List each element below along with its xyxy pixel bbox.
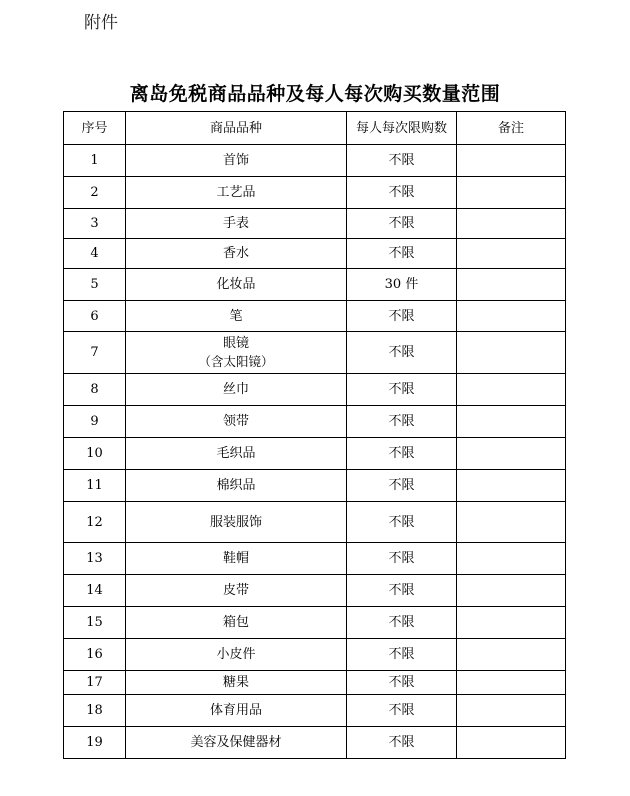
cell-category bbox=[126, 639, 347, 671]
cell-index: 15 bbox=[64, 607, 126, 639]
cell-limit: 30 件 bbox=[347, 269, 457, 301]
table-body bbox=[64, 145, 566, 759]
cell-category bbox=[126, 269, 347, 301]
category-name: 毛织品 bbox=[216, 446, 256, 461]
cell-remark bbox=[457, 332, 566, 374]
cell-category bbox=[126, 145, 347, 177]
table-row bbox=[64, 671, 566, 695]
cell-category bbox=[126, 695, 347, 727]
table-row bbox=[64, 239, 566, 269]
category-name: 皮带 bbox=[222, 583, 249, 598]
cell-limit: 不限 bbox=[347, 301, 457, 332]
table-row bbox=[64, 607, 566, 639]
category-name: 箱包 bbox=[222, 615, 249, 630]
cell-index: 1 bbox=[64, 145, 126, 177]
table-row bbox=[64, 502, 566, 543]
cell-category bbox=[126, 209, 347, 239]
category-name: 笔 bbox=[229, 308, 243, 324]
category-name: 体育用品 bbox=[209, 703, 262, 718]
category-name: 小皮件 bbox=[216, 647, 256, 662]
table-row bbox=[64, 406, 566, 438]
cell-category bbox=[126, 438, 347, 470]
cell-remark bbox=[457, 470, 566, 502]
category-name: 美容及保健器材 bbox=[190, 735, 282, 750]
cell-index: 10 bbox=[64, 438, 126, 470]
category-name: 眼镜 bbox=[222, 336, 249, 351]
attachment-label: 附件 bbox=[84, 13, 118, 33]
cell-category bbox=[126, 332, 347, 374]
category-name: 鞋帽 bbox=[222, 551, 249, 566]
table-row bbox=[64, 575, 566, 607]
cell-limit: 不限 bbox=[347, 502, 457, 543]
table-row bbox=[64, 374, 566, 406]
cell-limit: 不限 bbox=[347, 671, 457, 695]
table-row bbox=[64, 269, 566, 301]
cell-index: 12 bbox=[64, 502, 126, 543]
cell-limit: 不限 bbox=[347, 543, 457, 575]
table-row bbox=[64, 438, 566, 470]
cell-remark bbox=[457, 269, 566, 301]
cell-category bbox=[126, 239, 347, 269]
category-name: 丝巾 bbox=[222, 382, 249, 397]
table-row bbox=[64, 177, 566, 209]
header-category: 商品品种 bbox=[126, 112, 347, 145]
cell-limit: 不限 bbox=[347, 438, 457, 470]
cell-limit: 不限 bbox=[347, 177, 457, 209]
cell-remark bbox=[457, 607, 566, 639]
cell-remark bbox=[457, 239, 566, 269]
cell-index: 6 bbox=[64, 301, 126, 332]
cell-category bbox=[126, 575, 347, 607]
category-name: 首饰 bbox=[222, 153, 249, 168]
cell-category bbox=[126, 671, 347, 695]
header-remark: 备注 bbox=[457, 112, 566, 145]
cell-limit: 不限 bbox=[347, 332, 457, 374]
cell-index: 4 bbox=[64, 239, 126, 269]
cell-index: 9 bbox=[64, 406, 126, 438]
cell-category bbox=[126, 374, 347, 406]
cell-remark bbox=[457, 145, 566, 177]
cell-remark bbox=[457, 209, 566, 239]
cell-remark bbox=[457, 695, 566, 727]
header-index: 序号 bbox=[64, 112, 126, 145]
table-row bbox=[64, 639, 566, 671]
cell-remark bbox=[457, 502, 566, 543]
cell-index: 5 bbox=[64, 269, 126, 301]
category-name: 手表 bbox=[222, 216, 249, 231]
cell-category bbox=[126, 727, 347, 759]
table-row bbox=[64, 470, 566, 502]
cell-category bbox=[126, 177, 347, 209]
table-row bbox=[64, 695, 566, 727]
table-row bbox=[64, 301, 566, 332]
category-name: 棉织品 bbox=[216, 478, 256, 493]
category-name: 化妆品 bbox=[216, 277, 256, 292]
document-title: 离岛免税商品品种及每人每次购买数量范围 bbox=[129, 83, 501, 105]
cell-index: 18 bbox=[64, 695, 126, 727]
cell-index: 16 bbox=[64, 639, 126, 671]
cell-limit: 不限 bbox=[347, 727, 457, 759]
category-name: 糖果 bbox=[222, 675, 249, 690]
cell-category bbox=[126, 502, 347, 543]
cell-index: 2 bbox=[64, 177, 126, 209]
cell-remark bbox=[457, 543, 566, 575]
table-row bbox=[64, 727, 566, 759]
cell-remark bbox=[457, 438, 566, 470]
cell-index: 11 bbox=[64, 470, 126, 502]
cell-limit: 不限 bbox=[347, 239, 457, 269]
cell-limit: 不限 bbox=[347, 607, 457, 639]
cell-category bbox=[126, 543, 347, 575]
cell-limit: 不限 bbox=[347, 639, 457, 671]
cell-limit: 不限 bbox=[347, 470, 457, 502]
category-name: 服装服饰 bbox=[209, 514, 262, 530]
table-row bbox=[64, 209, 566, 239]
cell-remark bbox=[457, 177, 566, 209]
cell-remark bbox=[457, 406, 566, 438]
cell-remark bbox=[457, 727, 566, 759]
cell-limit: 不限 bbox=[347, 575, 457, 607]
cell-category bbox=[126, 470, 347, 502]
cell-index: 8 bbox=[64, 374, 126, 406]
table-header-row bbox=[64, 112, 566, 145]
category-name: 工艺品 bbox=[216, 185, 256, 200]
cell-limit: 不限 bbox=[347, 406, 457, 438]
table-row bbox=[64, 145, 566, 177]
header-limit: 每人每次限购数 bbox=[347, 112, 457, 145]
table-row bbox=[64, 543, 566, 575]
cell-remark bbox=[457, 301, 566, 332]
cell-index: 19 bbox=[64, 727, 126, 759]
category-name: 香水 bbox=[222, 246, 249, 261]
cell-index: 14 bbox=[64, 575, 126, 607]
cell-category bbox=[126, 607, 347, 639]
category-name: 领带 bbox=[222, 414, 249, 429]
cell-remark bbox=[457, 374, 566, 406]
cell-remark bbox=[457, 639, 566, 671]
cell-remark bbox=[457, 575, 566, 607]
category-note: （含太阳镜） bbox=[198, 354, 274, 369]
cell-limit: 不限 bbox=[347, 209, 457, 239]
cell-index: 3 bbox=[64, 209, 126, 239]
table-row bbox=[64, 332, 566, 374]
cell-limit: 不限 bbox=[347, 145, 457, 177]
cell-limit: 不限 bbox=[347, 695, 457, 727]
cell-index: 7 bbox=[64, 332, 126, 374]
cell-category bbox=[126, 301, 347, 332]
quota-table bbox=[63, 111, 566, 759]
cell-category bbox=[126, 406, 347, 438]
cell-limit: 不限 bbox=[347, 374, 457, 406]
cell-index: 17 bbox=[64, 671, 126, 695]
cell-index: 13 bbox=[64, 543, 126, 575]
cell-remark bbox=[457, 671, 566, 695]
